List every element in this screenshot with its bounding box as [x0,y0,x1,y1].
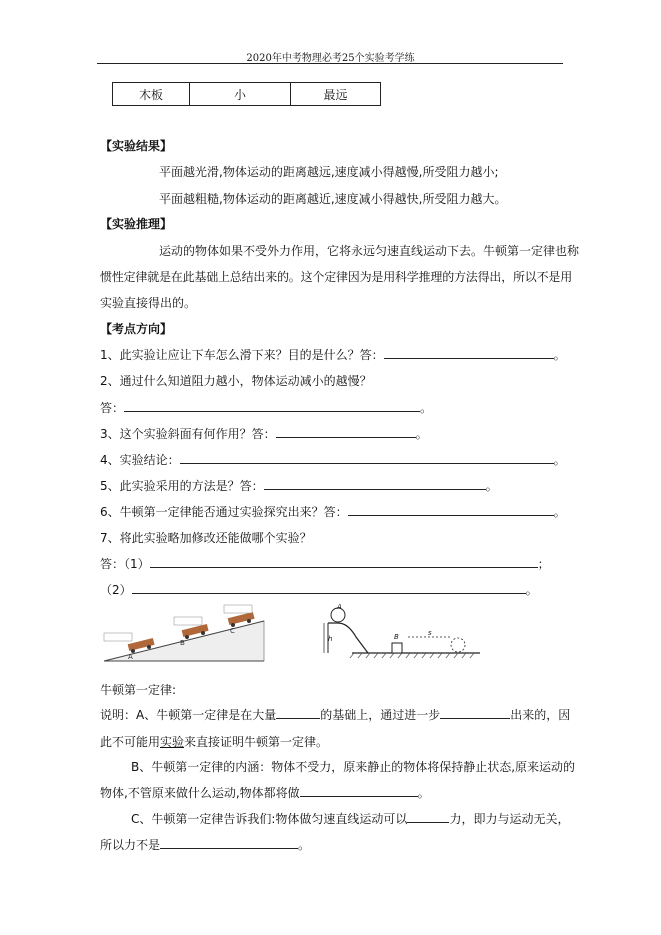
question-5-text: 5、此实验采用的方法是？答： [100,479,264,493]
question-7: 7、将此实验略加修改还能做哪个实验？ [100,531,312,545]
answer-blank-5[interactable] [264,477,486,490]
table-row [113,83,381,106]
newton-a-text-3: 出来的，因 [510,708,571,722]
newton-a2-text: 此不可能用 [100,735,161,749]
newton-a-text-2: 的基础上，通过进一步 [320,708,441,722]
period: 。 [415,427,428,441]
question-5 [100,477,498,494]
answer-blank-4[interactable] [180,451,554,464]
period: 。 [420,401,433,415]
newton-c2-text: 所以力不是 [100,838,161,852]
blank-a-2[interactable] [440,706,510,719]
result-line-1: 平面越光滑,物体运动的距离越远,速度减小得越慢,所受阻力越小; [159,165,499,179]
reasoning-line-1: 运动的物体如果不受外力作用，它将永远匀速直线运动下去。牛顿第一定律也称 [159,244,580,258]
answer-7-1 [100,555,550,572]
period: 。 [298,838,311,852]
period: 。 [417,786,430,800]
question-3-text: 3、这个实验斜面有何作用？答： [100,427,276,441]
results-table [112,82,381,106]
question-3 [100,425,428,442]
label-b: B [394,633,399,641]
period: 。 [485,479,498,493]
newton-a2-text-2: 来直接证明牛顿第一定律。 [184,735,329,749]
question-2: 2、通过什么知道阻力越小，物体运动减小的越慢？ [100,374,372,388]
answer-blank-2[interactable] [124,399,420,412]
question-1 [100,346,566,363]
table-cell: 最远 [291,83,381,106]
newton-b-line-1: B、牛顿第一定律的内涵：物体不受力，原来静止的物体将保持静止状态,原来运动的 [131,760,576,774]
blank-b[interactable] [300,784,418,797]
period: 。 [553,505,566,519]
newton-a-line-2 [100,733,328,750]
semicolon: ； [537,557,550,571]
reasoning-line-3: 实验直接得出的。 [100,296,197,310]
label-h: h [328,635,333,643]
question-1-text: 1、此实验让应让下车怎么滑下来？目的是什么？答： [100,348,384,362]
answer-2 [100,399,432,416]
figure-label-b: B [180,639,185,647]
answer-blank-7-1[interactable] [150,555,538,568]
newton-b2-text: 物体,不管原来做什么运动,物体都将做 [100,786,300,800]
period: 。 [553,453,566,467]
cart-ramp-figure [100,603,268,665]
table-cell: 小 [190,83,291,106]
newton-c-line-1 [131,810,569,827]
newton-c-line-2 [100,836,310,853]
newton-a-text: 说明：A、牛顿第一定律是在大量 [100,708,277,722]
newton-a2-underlined: 实验 [160,735,185,749]
newton-b-line-2 [100,784,430,801]
answer-7-1-label: 答：（1） [100,557,150,571]
kaodian-heading: 【考点方向】 [100,322,173,336]
newton-a-line-1 [100,706,570,723]
ball-slope-figure [318,601,484,659]
answer-blank-6[interactable] [348,503,554,516]
block-b [392,643,402,653]
newton-c-text: C、牛顿第一定律告诉我们:物体做匀速直线运动可以 [131,812,408,826]
answer-blank-3[interactable] [276,425,416,438]
figure-label-c: C [230,627,235,635]
newton-title: 牛顿第一定律: [100,683,177,697]
period: 。 [553,348,566,362]
label-a: A [337,603,342,611]
answer-blank-7-2[interactable] [132,581,526,594]
question-6-text: 6、牛顿第一定律能否通过实验探究出来？答： [100,505,348,519]
blank-a-1[interactable] [276,706,320,719]
blank-c-2[interactable] [160,836,298,849]
question-4-text: 4、实验结论： [100,453,180,467]
blank-c-1[interactable] [407,810,449,823]
reasoning-line-2: 惯性定律就是在此基础上总结出来的。这个定律因为是用科学推理的方法得出，所以不是用 [100,270,573,284]
label-s: s [428,629,432,637]
question-4 [100,451,566,468]
question-6 [100,503,566,520]
header-rule [97,63,563,64]
table-cell: 木板 [113,83,190,106]
reasoning-heading: 【实验推理】 [100,217,173,231]
result-heading: 【实验结果】 [100,139,173,153]
period: 。 [525,583,538,597]
ball-dashed [451,638,465,652]
result-line-2: 平面越粗糙,物体运动的距离越近,速度减小得越快,所受阻力越大。 [159,192,507,206]
answer-blank-1[interactable] [384,346,554,359]
newton-c-text-2: 力，即力与运动无关， [449,812,570,826]
page-header-title: 2020年中考物理必考25个实验考学练 [246,53,415,64]
answer-label: 答： [100,401,125,415]
answer-7-2 [100,581,538,598]
answer-7-2-label: （2） [100,583,132,597]
figure-label-a: A [128,653,133,661]
